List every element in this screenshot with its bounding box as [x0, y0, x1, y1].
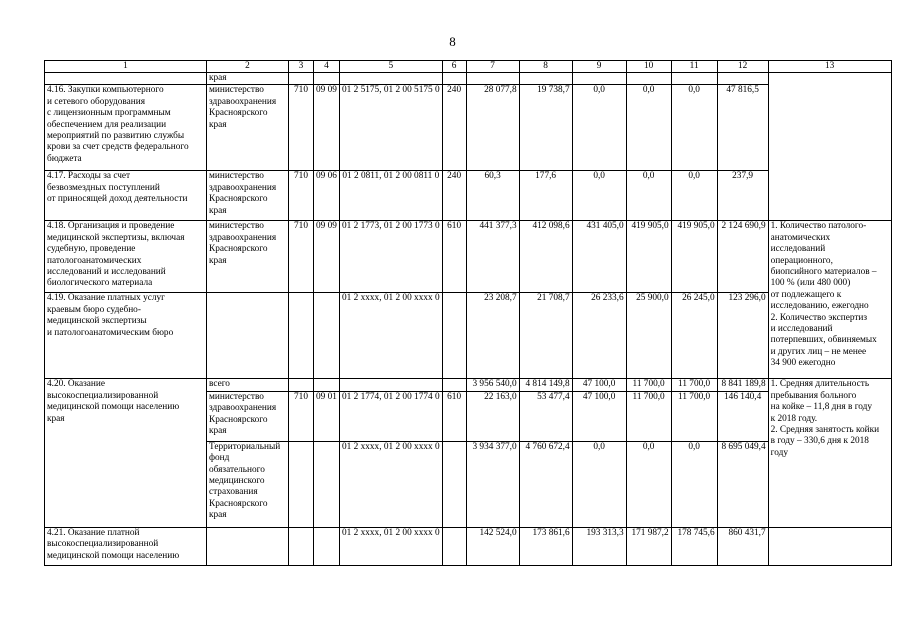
value-cell: 8 695 049,4: [717, 441, 768, 527]
column-header: 7: [466, 61, 519, 73]
value-cell: 11 700,0: [626, 379, 671, 391]
table-row: [45, 527, 892, 565]
table-row: [45, 221, 892, 293]
program-expenses-table: [44, 60, 892, 566]
value-cell: 3 956 540,0: [466, 379, 519, 391]
column-header: 6: [442, 61, 466, 73]
grbs-code: 710: [289, 221, 314, 293]
csr-code: 01 2 0811, 01 2 00 0811 0: [340, 171, 443, 221]
value-cell: 123 296,0: [717, 293, 768, 379]
vr-code: 240: [442, 171, 466, 221]
csr-code: 01 2 5175, 01 2 00 5175 0: [340, 85, 443, 171]
indicator-note: 1. Количество патолого- анатомических исследований операционного, биопсийного материалов – 100 % (или 480 000) от подлежащего к исследованию, ежегодно 2. Количество экспертиз и исследований потерпевших, обвиняемых и других лиц – не менее 34 900 ежегодно: [768, 221, 891, 379]
item-name: 4.19. Оказание платных услуг краевым бюро судебно- медицинской экспертизы и патологоанатомическим бюро: [45, 293, 207, 379]
value-cell: 22 163,0: [466, 391, 519, 441]
value-cell: 47 816,5: [717, 85, 768, 171]
value-cell: 19 738,7: [519, 85, 572, 171]
grbs-code: 710: [289, 85, 314, 171]
value-cell: 11 700,0: [626, 391, 671, 441]
value-cell: 0,0: [671, 171, 717, 221]
column-header: 9: [572, 61, 626, 73]
value-cell: 47 100,0: [572, 379, 626, 391]
csr-code: 01 2 1773, 01 2 00 1773 0: [340, 221, 443, 293]
vr-code: 610: [442, 221, 466, 293]
value-cell: 419 905,0: [626, 221, 671, 293]
value-cell: 0,0: [572, 171, 626, 221]
item-executor: всего: [207, 379, 289, 391]
item-name: 4.17. Расходы за счет безвозмездных поступлений от приносящей доход деятельности: [45, 171, 207, 221]
column-header: 4: [314, 61, 340, 73]
column-header: 13: [768, 61, 891, 73]
value-cell: 412 098,6: [519, 221, 572, 293]
csr-code: 01 2 1774, 01 2 00 1774 0: [340, 391, 443, 441]
value-cell: 11 700,0: [671, 391, 717, 441]
table-row: [45, 379, 892, 391]
csr-code: 01 2 xxxx, 01 2 00 xxxx 0: [340, 293, 443, 379]
vr-code: 240: [442, 85, 466, 171]
value-cell: 171 987,2: [626, 527, 671, 565]
csr-code: 01 2 xxxx, 01 2 00 xxxx 0: [340, 441, 443, 527]
item-name: 4.21. Оказание платной высокоспециализированной медицинской помощи населению: [45, 527, 207, 565]
item-executor: министерство здравоохранения Красноярского края: [207, 221, 289, 293]
empty-note-cell: [768, 527, 891, 565]
column-header-row: [45, 61, 892, 73]
value-cell: 2 124 690,9: [717, 221, 768, 293]
value-cell: 237,9: [717, 171, 768, 221]
column-header: 8: [519, 61, 572, 73]
value-cell: 0,0: [671, 85, 717, 171]
value-cell: 47 100,0: [572, 391, 626, 441]
value-cell: 178 745,6: [671, 527, 717, 565]
value-cell: 431 405,0: [572, 221, 626, 293]
value-cell: 146 140,4: [717, 391, 768, 441]
value-cell: 4 814 149,8: [519, 379, 572, 391]
item-executor: Территориальный фонд обязательного медицинского страхования Красноярского края: [207, 441, 289, 527]
value-cell: 60,3: [466, 171, 519, 221]
value-cell: 0,0: [572, 85, 626, 171]
value-cell: 0,0: [671, 441, 717, 527]
indicator-note: 1. Средняя длительность пребывания больного на койке – 11,8 дня в году к 2018 году. 2. Средняя занятость койки в году – 330,6 дня к 2018 году: [768, 379, 891, 527]
item-executor: министерство здравоохранения Красноярского края: [207, 85, 289, 171]
table-row: [45, 73, 892, 85]
column-header: 5: [340, 61, 443, 73]
rzpr-code: 09 09: [314, 221, 340, 293]
column-header: 2: [207, 61, 289, 73]
value-cell: 26 245,0: [671, 293, 717, 379]
value-cell: 0,0: [626, 171, 671, 221]
item-name: 4.16. Закупки компьютерного и сетевого оборудования с лицензионным программным обеспечением для реализации мероприятий по развитию службы крови за счет средств федерального бюджета: [45, 85, 207, 171]
item-executor: министерство здравоохранения Красноярского края: [207, 171, 289, 221]
carry-over-text: края: [207, 73, 289, 85]
empty-note-cell: [768, 73, 891, 221]
value-cell: 3 934 377,0: [466, 441, 519, 527]
column-header: 3: [289, 61, 314, 73]
value-cell: 419 905,0: [671, 221, 717, 293]
value-cell: 11 700,0: [671, 379, 717, 391]
table-row: [45, 293, 892, 379]
value-cell: 193 313,3: [572, 527, 626, 565]
value-cell: 25 900,0: [626, 293, 671, 379]
rzpr-code: 09 09: [314, 85, 340, 171]
value-cell: 53 477,4: [519, 391, 572, 441]
column-header: 1: [45, 61, 207, 73]
column-header: 11: [671, 61, 717, 73]
table-row: [45, 171, 892, 221]
value-cell: 0,0: [626, 441, 671, 527]
value-cell: 21 708,7: [519, 293, 572, 379]
value-cell: 177,6: [519, 171, 572, 221]
value-cell: 142 524,0: [466, 527, 519, 565]
value-cell: 441 377,3: [466, 221, 519, 293]
table-row: [45, 85, 892, 171]
column-header: 10: [626, 61, 671, 73]
grbs-code: 710: [289, 391, 314, 441]
value-cell: 26 233,6: [572, 293, 626, 379]
item-name: 4.20. Оказание высокоспециализированной медицинской помощи населению края: [45, 379, 207, 527]
grbs-code: 710: [289, 171, 314, 221]
value-cell: 0,0: [572, 441, 626, 527]
vr-code: 610: [442, 391, 466, 441]
value-cell: 8 841 189,8: [717, 379, 768, 391]
page-number: 8: [449, 34, 456, 49]
value-cell: 860 431,7: [717, 527, 768, 565]
rzpr-code: 09 01: [314, 391, 340, 441]
value-cell: 23 208,7: [466, 293, 519, 379]
item-executor: министерство здравоохранения Красноярского края: [207, 391, 289, 441]
value-cell: 0,0: [626, 85, 671, 171]
value-cell: 173 861,6: [519, 527, 572, 565]
csr-code: 01 2 xxxx, 01 2 00 xxxx 0: [340, 527, 443, 565]
rzpr-code: 09 06: [314, 171, 340, 221]
item-name: 4.18. Организация и проведение медицинской экспертизы, включая судебную, проведение патологоанатомических исследований и исследований биологического материала: [45, 221, 207, 293]
value-cell: 28 077,8: [466, 85, 519, 171]
value-cell: 4 760 672,4: [519, 441, 572, 527]
column-header: 12: [717, 61, 768, 73]
